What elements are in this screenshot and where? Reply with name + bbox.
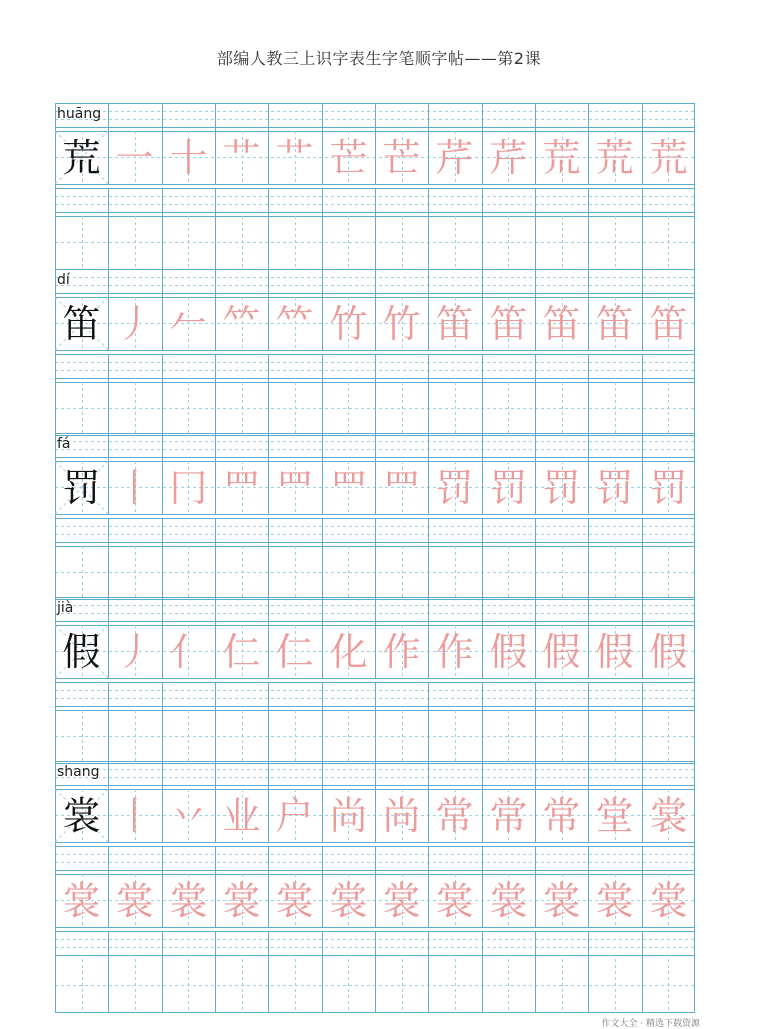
stroke-order-step: 𥫗 [275, 301, 314, 346]
trace-character: 裳 [435, 878, 474, 923]
stroke-order-step: 冂 [169, 465, 208, 510]
stroke-order-step: 丨 [115, 793, 154, 838]
stroke-order-step: 笛 [649, 301, 688, 346]
stroke-order-step: 芒 [329, 135, 368, 180]
trace-character: 裳 [595, 878, 634, 923]
stroke-order-step: 罒 [275, 465, 314, 510]
model-character: 笛 [62, 301, 101, 346]
trace-character: 裳 [275, 878, 314, 923]
stroke-order-step: 尚 [329, 793, 368, 838]
footer-text: 作文大全 · 精选下载资源 [601, 1019, 700, 1029]
stroke-order-step: 芹 [435, 135, 474, 180]
stroke-order-step: 十 [169, 135, 208, 180]
stroke-order-step: 荒 [542, 135, 581, 180]
trace-character: 裳 [115, 878, 154, 923]
stroke-order-step: 仁 [222, 629, 261, 674]
stroke-order-step: 罚 [649, 465, 688, 510]
page-title: 部编人教三上识字表生字笔顺字帖——第2课 [216, 49, 542, 68]
stroke-order-step: 户 [275, 793, 314, 838]
pinyin-label: fá [57, 436, 71, 452]
stroke-order-step: 荒 [595, 135, 634, 180]
stroke-order-step: 假 [542, 629, 581, 674]
trace-character: 裳 [62, 878, 101, 923]
pinyin-label: jià [57, 600, 74, 616]
trace-character: 裳 [329, 878, 368, 923]
stroke-order-step: 亻 [169, 629, 208, 674]
pinyin-label: dí [57, 272, 70, 288]
stroke-order-step: 艹 [222, 135, 261, 180]
model-character: 罚 [62, 465, 101, 510]
stroke-order-step: 丿 [115, 629, 154, 674]
stroke-order-step: 芒 [382, 135, 421, 180]
stroke-order-step: 罚 [435, 465, 474, 510]
stroke-order-step: 罒 [329, 465, 368, 510]
stroke-order-step: 竹 [329, 301, 368, 346]
model-character: 裳 [62, 793, 101, 838]
pinyin-label: shang [57, 764, 100, 780]
trace-character: 裳 [169, 878, 208, 923]
trace-character: 裳 [382, 878, 421, 923]
stroke-order-step: 常 [435, 793, 474, 838]
stroke-order-step: 𠂉 [169, 301, 208, 346]
trace-character: 裳 [222, 878, 261, 923]
stroke-order-step: 假 [489, 629, 528, 674]
stroke-order-step: 常 [489, 793, 528, 838]
trace-character: 裳 [649, 878, 688, 923]
stroke-order-step: 化 [329, 629, 368, 674]
pinyin-label: huāng [57, 106, 102, 122]
stroke-order-step: 竹 [382, 301, 421, 346]
stroke-order-step: 罒 [382, 465, 421, 510]
stroke-order-step: 常 [542, 793, 581, 838]
trace-character: 裳 [542, 878, 581, 923]
stroke-order-step: 荒 [649, 135, 688, 180]
stroke-order-step: 作 [382, 629, 421, 674]
model-character: 荒 [62, 135, 101, 180]
stroke-order-step: 罚 [542, 465, 581, 510]
stroke-order-step: 芹 [489, 135, 528, 180]
stroke-order-step: 罒 [222, 465, 261, 510]
stroke-order-step: 丷 [169, 793, 208, 838]
stroke-order-step: 笛 [595, 301, 634, 346]
stroke-order-step: 丿 [115, 301, 154, 346]
stroke-order-step: 笛 [489, 301, 528, 346]
stroke-order-step: 尚 [382, 793, 421, 838]
stroke-order-step: 假 [649, 629, 688, 674]
stroke-order-step: 罚 [489, 465, 528, 510]
stroke-order-step: 作 [435, 629, 474, 674]
stroke-order-step: 笛 [542, 301, 581, 346]
trace-character: 裳 [489, 878, 528, 923]
stroke-order-step: 业 [222, 793, 261, 838]
model-character: 假 [62, 629, 101, 674]
stroke-order-step: 堂 [595, 793, 634, 838]
stroke-order-step: 艹 [275, 135, 314, 180]
stroke-order-step: 笛 [435, 301, 474, 346]
practice-content [55, 103, 695, 1013]
stroke-order-step: 罚 [595, 465, 634, 510]
stroke-order-step: 丨 [115, 465, 154, 510]
stroke-order-step: 裳 [649, 793, 688, 838]
stroke-order-step: 假 [595, 629, 634, 674]
stroke-order-step: 一 [115, 135, 154, 180]
stroke-order-step: 仁 [275, 629, 314, 674]
stroke-order-step: 𥫗 [222, 301, 261, 346]
